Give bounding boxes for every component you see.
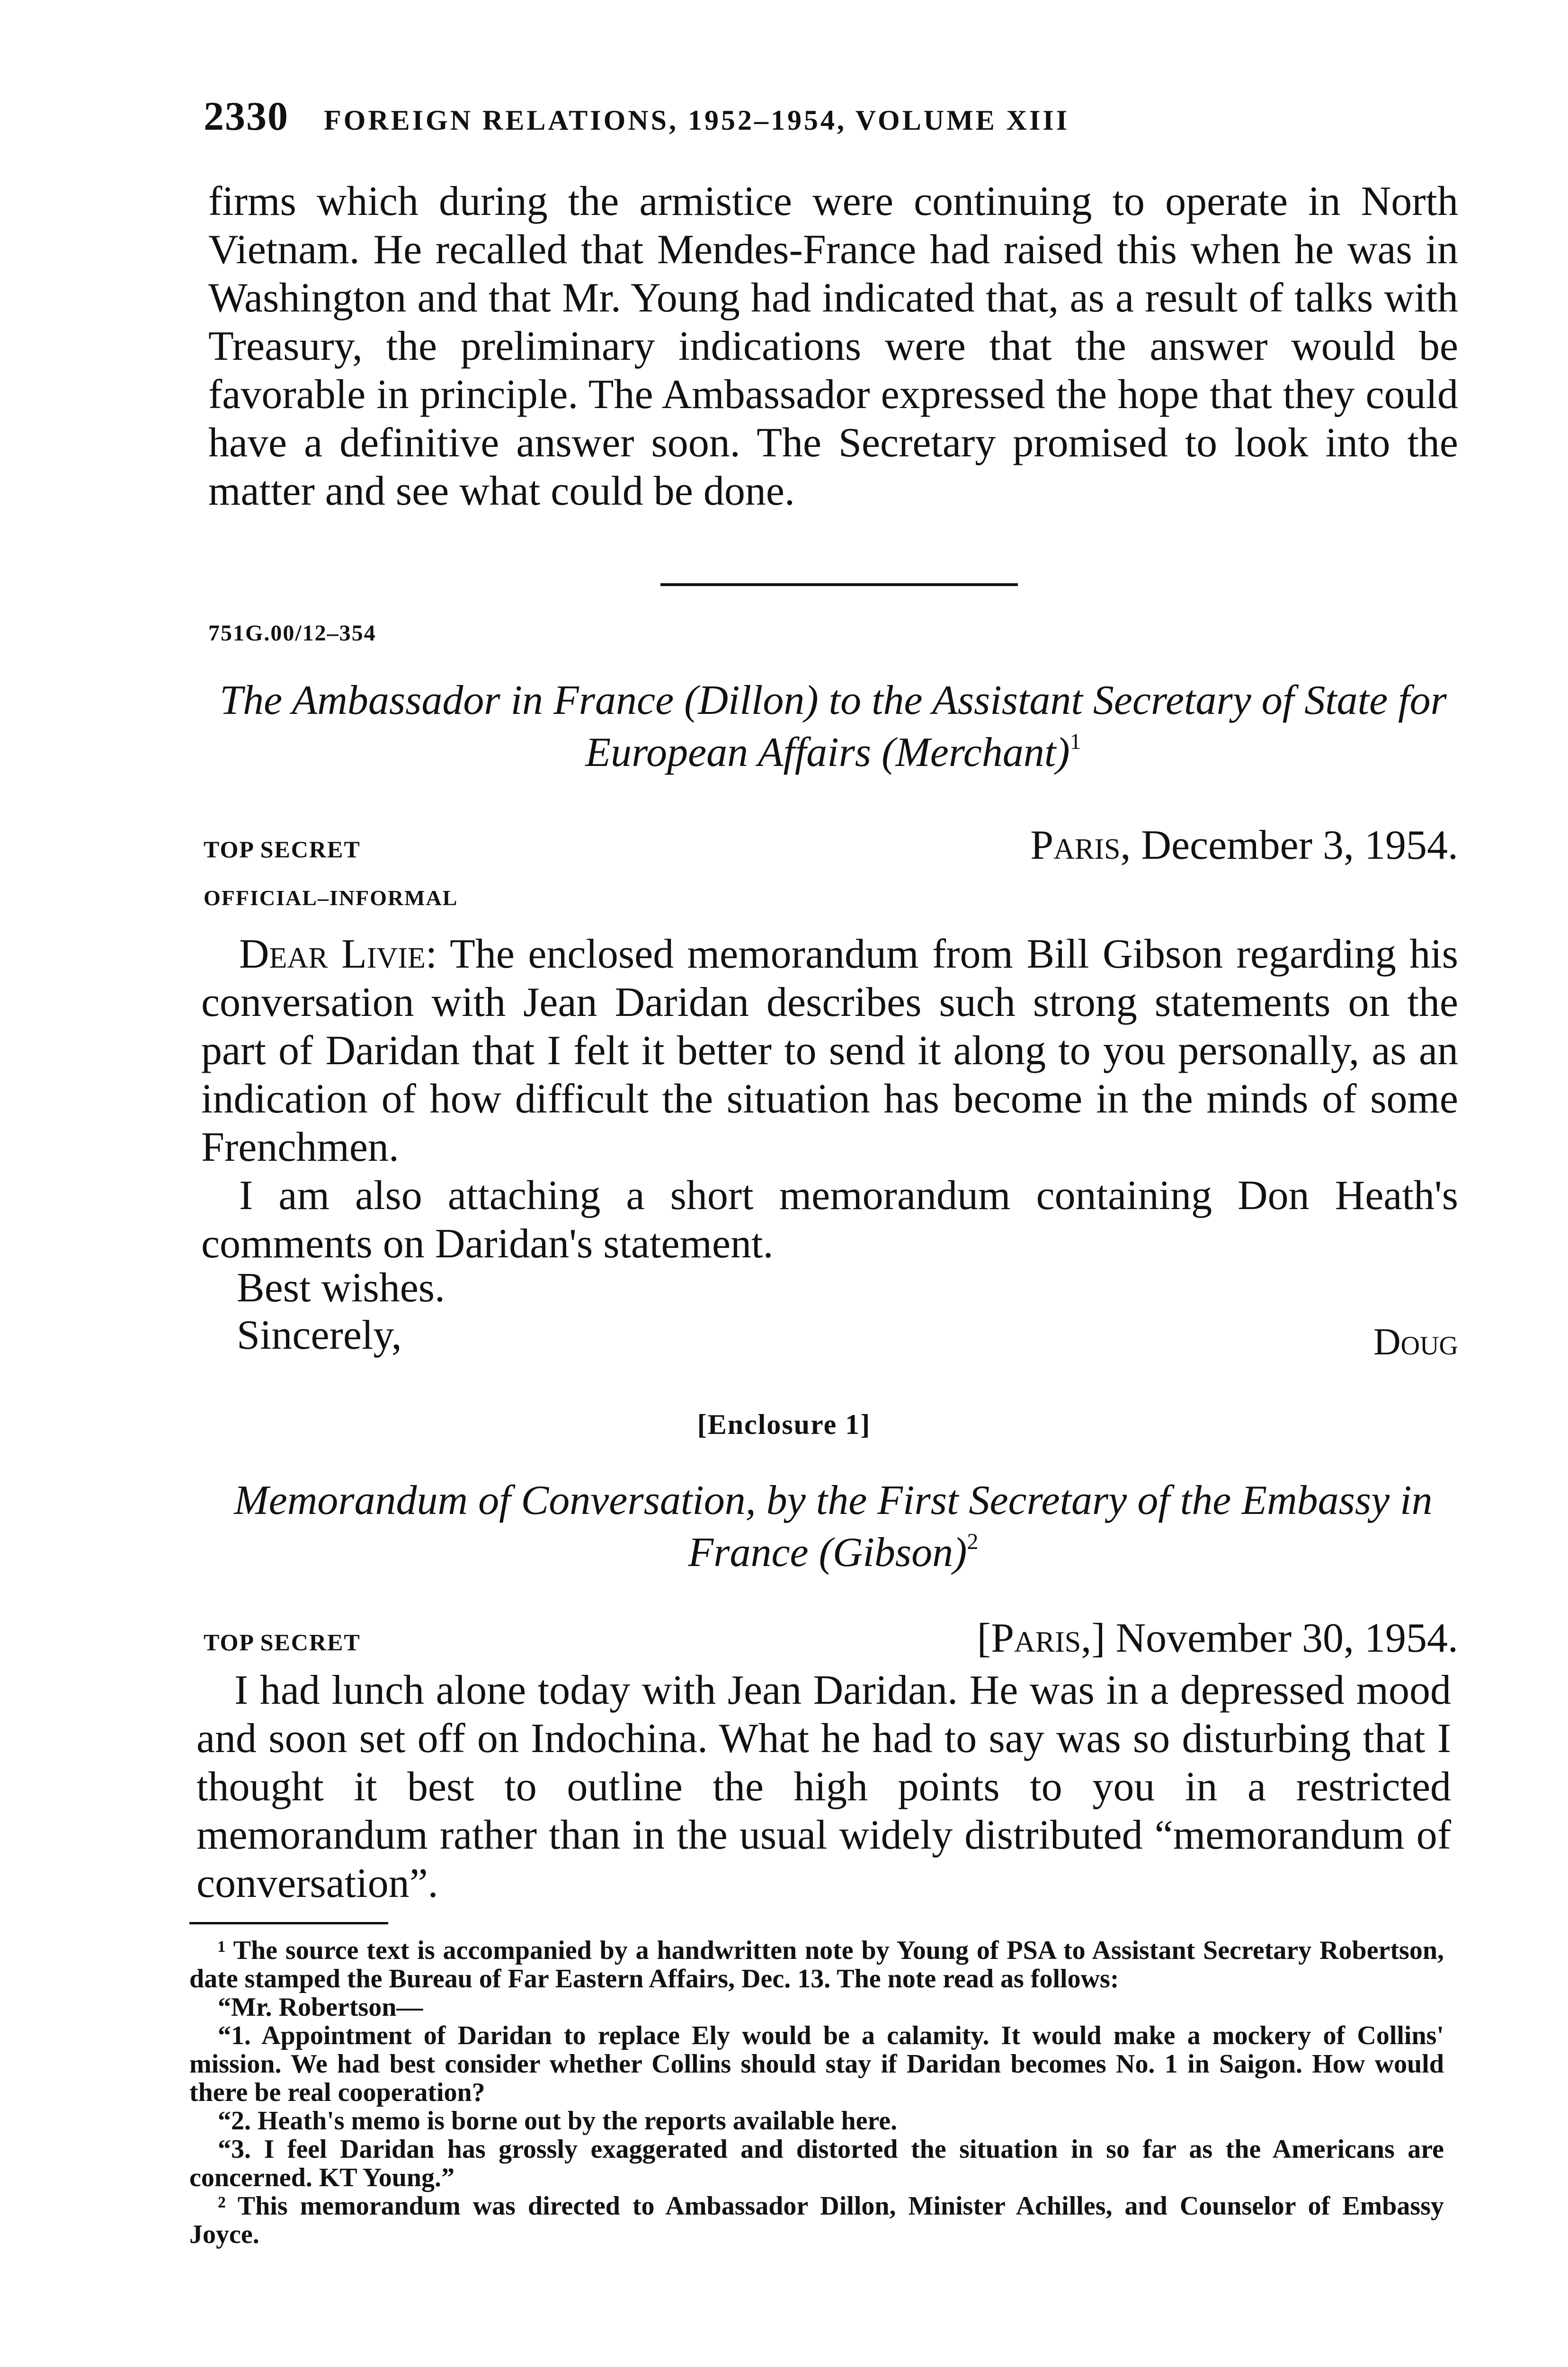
enclosure-dateline-date: November 30, 1954.: [1105, 1615, 1458, 1661]
footnote-1-quote-item-1: “1. Appointment of Daridan to replace Ely would be a calamity. It would make a mockery of Collins' mission. We had best consider whether Collins should stay if Daridan becomes No. 1 in Saigon. How would there be real cooperation?: [189, 2021, 1444, 2107]
enclosure-paragraph: I had lunch alone today with Jean Daridan. He was in a depressed mood and soon set off on Indochina. What he had to say was so disturbing that I thought it best to outline the high points to you in a restricted memorandum rather than in the usual widely distributed “memorandum of conversation”.: [196, 1667, 1451, 1906]
enclosure-classification-label: TOP SECRET: [204, 1629, 361, 1655]
enclosure-dateline-city: [Paris,]: [977, 1615, 1105, 1661]
file-number: 751G.00/12–354: [208, 621, 376, 646]
enclosure-title-text: Memorandum of Conversation, by the First Secretary of the Embassy in France (Gibson): [234, 1477, 1433, 1575]
footnote-rule: [189, 1922, 388, 1924]
footnote-1: ¹ The source text is accompanied by a handwritten note by Young of PSA to Assistant Secretary Robertson, date stamped the Bureau of Far Eastern Affairs, Dec. 13. The note read as follows:: [189, 1936, 1444, 1993]
dateline-date: December 3, 1954.: [1131, 822, 1458, 868]
continuation-paragraph: firms which during the armistice were continuing to operate in North Vietnam. He recalled that Mendes-France had raised this when he was in Washington and that Mr. Young had indicated that, as a result of talks with Treasury, the preliminary indications were that the answer would be favorable in principle. The Ambassador expressed the hope that they could have a definitive answer soon. The Secretary promised to look into the matter and see what could be done.: [208, 178, 1458, 514]
letter-body: [201, 930, 1458, 1268]
footnote-ref-2: 2: [967, 1529, 979, 1554]
footnote-2: ² This memorandum was directed to Ambassador Dillon, Minister Achilles, and Counselor of Embassy Joyce.: [189, 2191, 1444, 2249]
dateline-city: Paris,: [1030, 822, 1131, 868]
page-number: 2330: [204, 93, 289, 139]
footnote-ref-1: 1: [1069, 729, 1081, 754]
document-title-text: The Ambassador in France (Dillon) to the Assistant Secretary of State for European Affairs (Merchant): [220, 677, 1447, 775]
footnote-1-quote-item-3: “3. I feel Daridan has grossly exaggerated and distorted the situation in so far as the Americans are concerned. KT Young.”: [189, 2135, 1444, 2192]
salutation: Dear Livie:: [239, 931, 437, 977]
running-head-title: FOREIGN RELATIONS, 1952–1954, VOLUME XIII: [324, 105, 1070, 136]
footnote-1-quote-item-2: “2. Heath's memo is borne out by the reports available here.: [218, 2106, 898, 2136]
dateline: [1030, 821, 1458, 869]
enclosure-label: [Enclosure 1]: [697, 1409, 871, 1440]
enclosure-classification-line: [204, 1615, 1458, 1661]
classification-line: [204, 822, 1458, 868]
footnotes: [189, 1936, 1444, 2249]
handling-marking: OFFICIAL–INFORMAL: [204, 886, 458, 910]
classification-label: TOP SECRET: [204, 836, 361, 863]
letter-paragraph-1: [201, 930, 1458, 1172]
document-title: [204, 675, 1463, 779]
closing-sincerely: Sincerely,: [237, 1312, 402, 1358]
enclosure-title: [204, 1475, 1463, 1579]
signature: Doug: [1373, 1321, 1458, 1363]
enclosure-dateline: [977, 1614, 1458, 1662]
running-head: [204, 92, 1463, 140]
letter-paragraph-2: I am also attaching a short memorandum containing Don Heath's comments on Daridan's statement.: [201, 1173, 1458, 1267]
letter-paragraph-1-text: The enclosed memorandum from Bill Gibson regarding his conversation with Jean Daridan describes such strong statements on the part of Daridan that I felt it better to send it along to you personally, as an indication of how difficult the situation has become in the minds of some Frenchmen.: [201, 931, 1459, 1170]
footnote-1-quote-heading: “Mr. Robertson—: [218, 1993, 423, 2022]
closing-best-wishes: Best wishes.: [237, 1265, 445, 1311]
section-divider: [660, 583, 1018, 586]
